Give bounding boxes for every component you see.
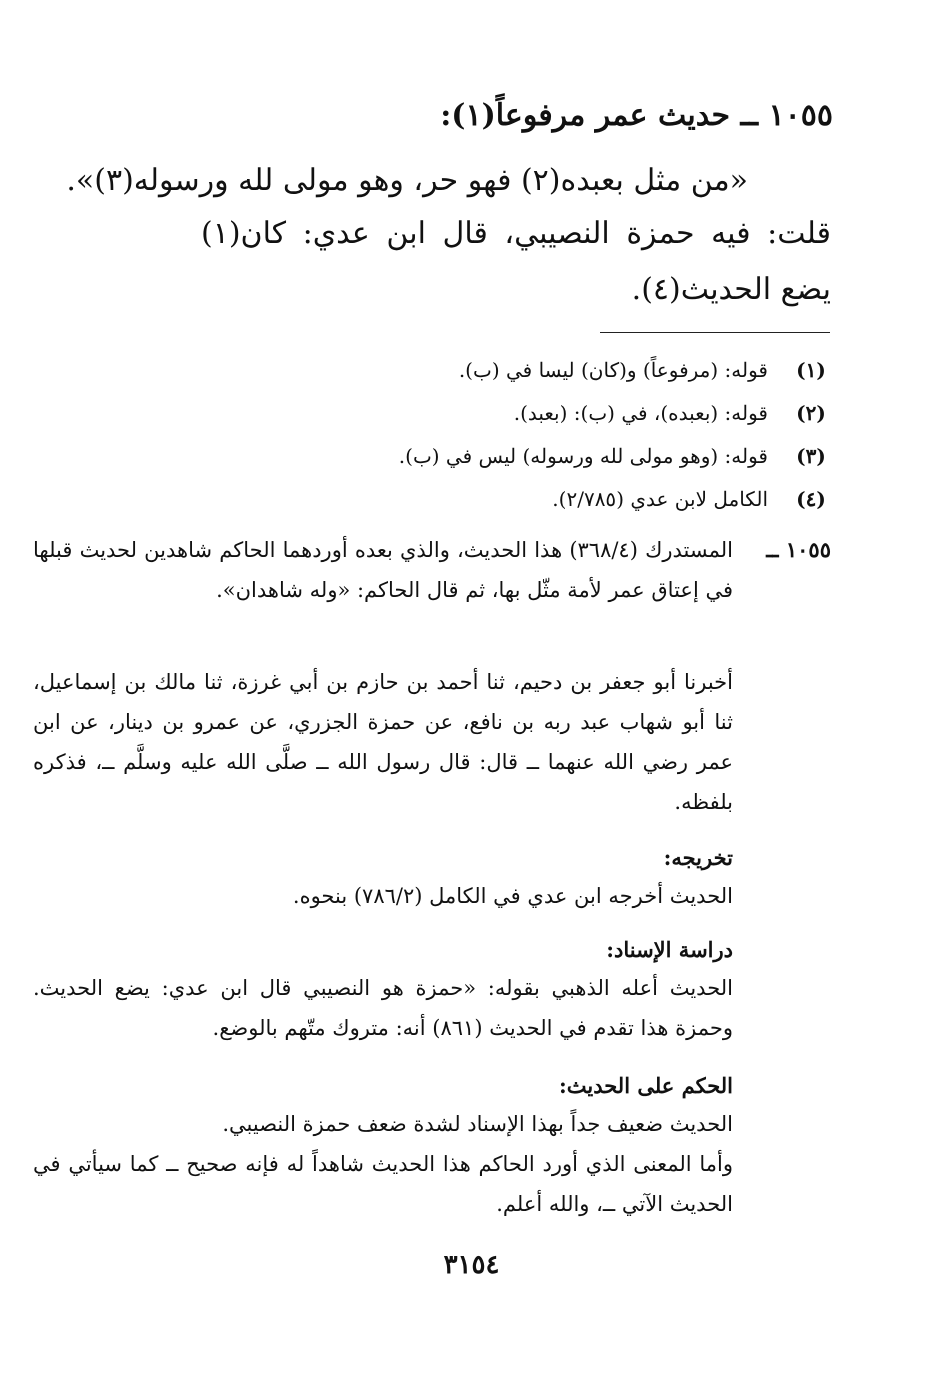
commentary-number: ١٠٥٥ ــ bbox=[766, 537, 831, 562]
footnote-divider bbox=[600, 332, 830, 333]
hukm-line-2: وأما المعنى الذي أورد الحاكم هذا الحديث شاهداً له فإنه صحيح ــ كما سيأتي في الحديث الآتي ــ، والله أعلم. bbox=[33, 1152, 733, 1216]
isnad-heading: دراسة الإسناد: bbox=[606, 937, 733, 962]
footnote-number: (٣) bbox=[796, 444, 826, 468]
takhrij-heading: تخريجه: bbox=[663, 845, 733, 870]
isnad-text: الحديث أعله الذهبي بقوله: «حمزة هو النصيبي قال ابن عدي: يضع الحديث. وحمزة هذا تقدم في الحديث (٨٦١) أنه: متروك متّهم بالوضع. bbox=[33, 976, 733, 1040]
footnote-text: قوله: (وهو مولى لله ورسوله) ليس في (ب). bbox=[398, 444, 768, 468]
hadith-note: قلت: فيه حمزة النصيبي، قال ابن عدي: كان(١) يضع الحديث(٤). bbox=[201, 216, 831, 307]
footnote-text: قوله: (بعبده)، في (ب): (بعبد). bbox=[513, 401, 768, 425]
footnote-number: (١) bbox=[796, 358, 826, 382]
page-number: ٣١٥٤ bbox=[443, 1250, 500, 1280]
footnote-text: الكامل لابن عدي (٢/٧٨٥). bbox=[552, 487, 768, 511]
hadith-heading: ١٠٥٥ ــ حديث عمر مرفوعاً(١): bbox=[440, 98, 833, 133]
footnote-number: (٢) bbox=[796, 401, 826, 425]
commentary-para-1: المستدرك (٣٦٨/٤) هذا الحديث، والذي بعده أوردهما الحاكم شاهدين لحديث قبلها في إعتاق عمر لأمة مثّل بها، ثم قال الحاكم: «وله شاهدان». bbox=[33, 538, 733, 602]
takhrij-text: الحديث أخرجه ابن عدي في الكامل (٧٨٦/٢) بنحوه. bbox=[292, 884, 733, 908]
commentary-para-2: أخبرنا أبو جعفر بن دحيم، ثنا أحمد بن حازم بن أبي غرزة، ثنا مالك بن إسماعيل، ثنا أبو شهاب عبد ربه بن نافع، عن حمزة الجزري، عن عمرو بن دينار، عن ابن عمر رضي الله عنهما ــ قال: قال رسول الله ــ صلَّى الله عليه وسلَّم ــ، فذكره بلفظه. bbox=[33, 670, 733, 814]
footnote-number: (٤) bbox=[796, 487, 826, 511]
hukm-heading: الحكم على الحديث: bbox=[559, 1073, 733, 1098]
hadith-quote: «من مثل بعبده(٢) فهو حر، وهو مولى لله ورسوله(٣)». bbox=[66, 163, 748, 198]
footnote-text: قوله: (مرفوعاً) و(كان) ليسا في (ب). bbox=[458, 358, 768, 382]
hukm-line-1: الحديث ضعيف جداً بهذا الإسناد لشدة ضعف حمزة النصيبي. bbox=[222, 1112, 733, 1136]
